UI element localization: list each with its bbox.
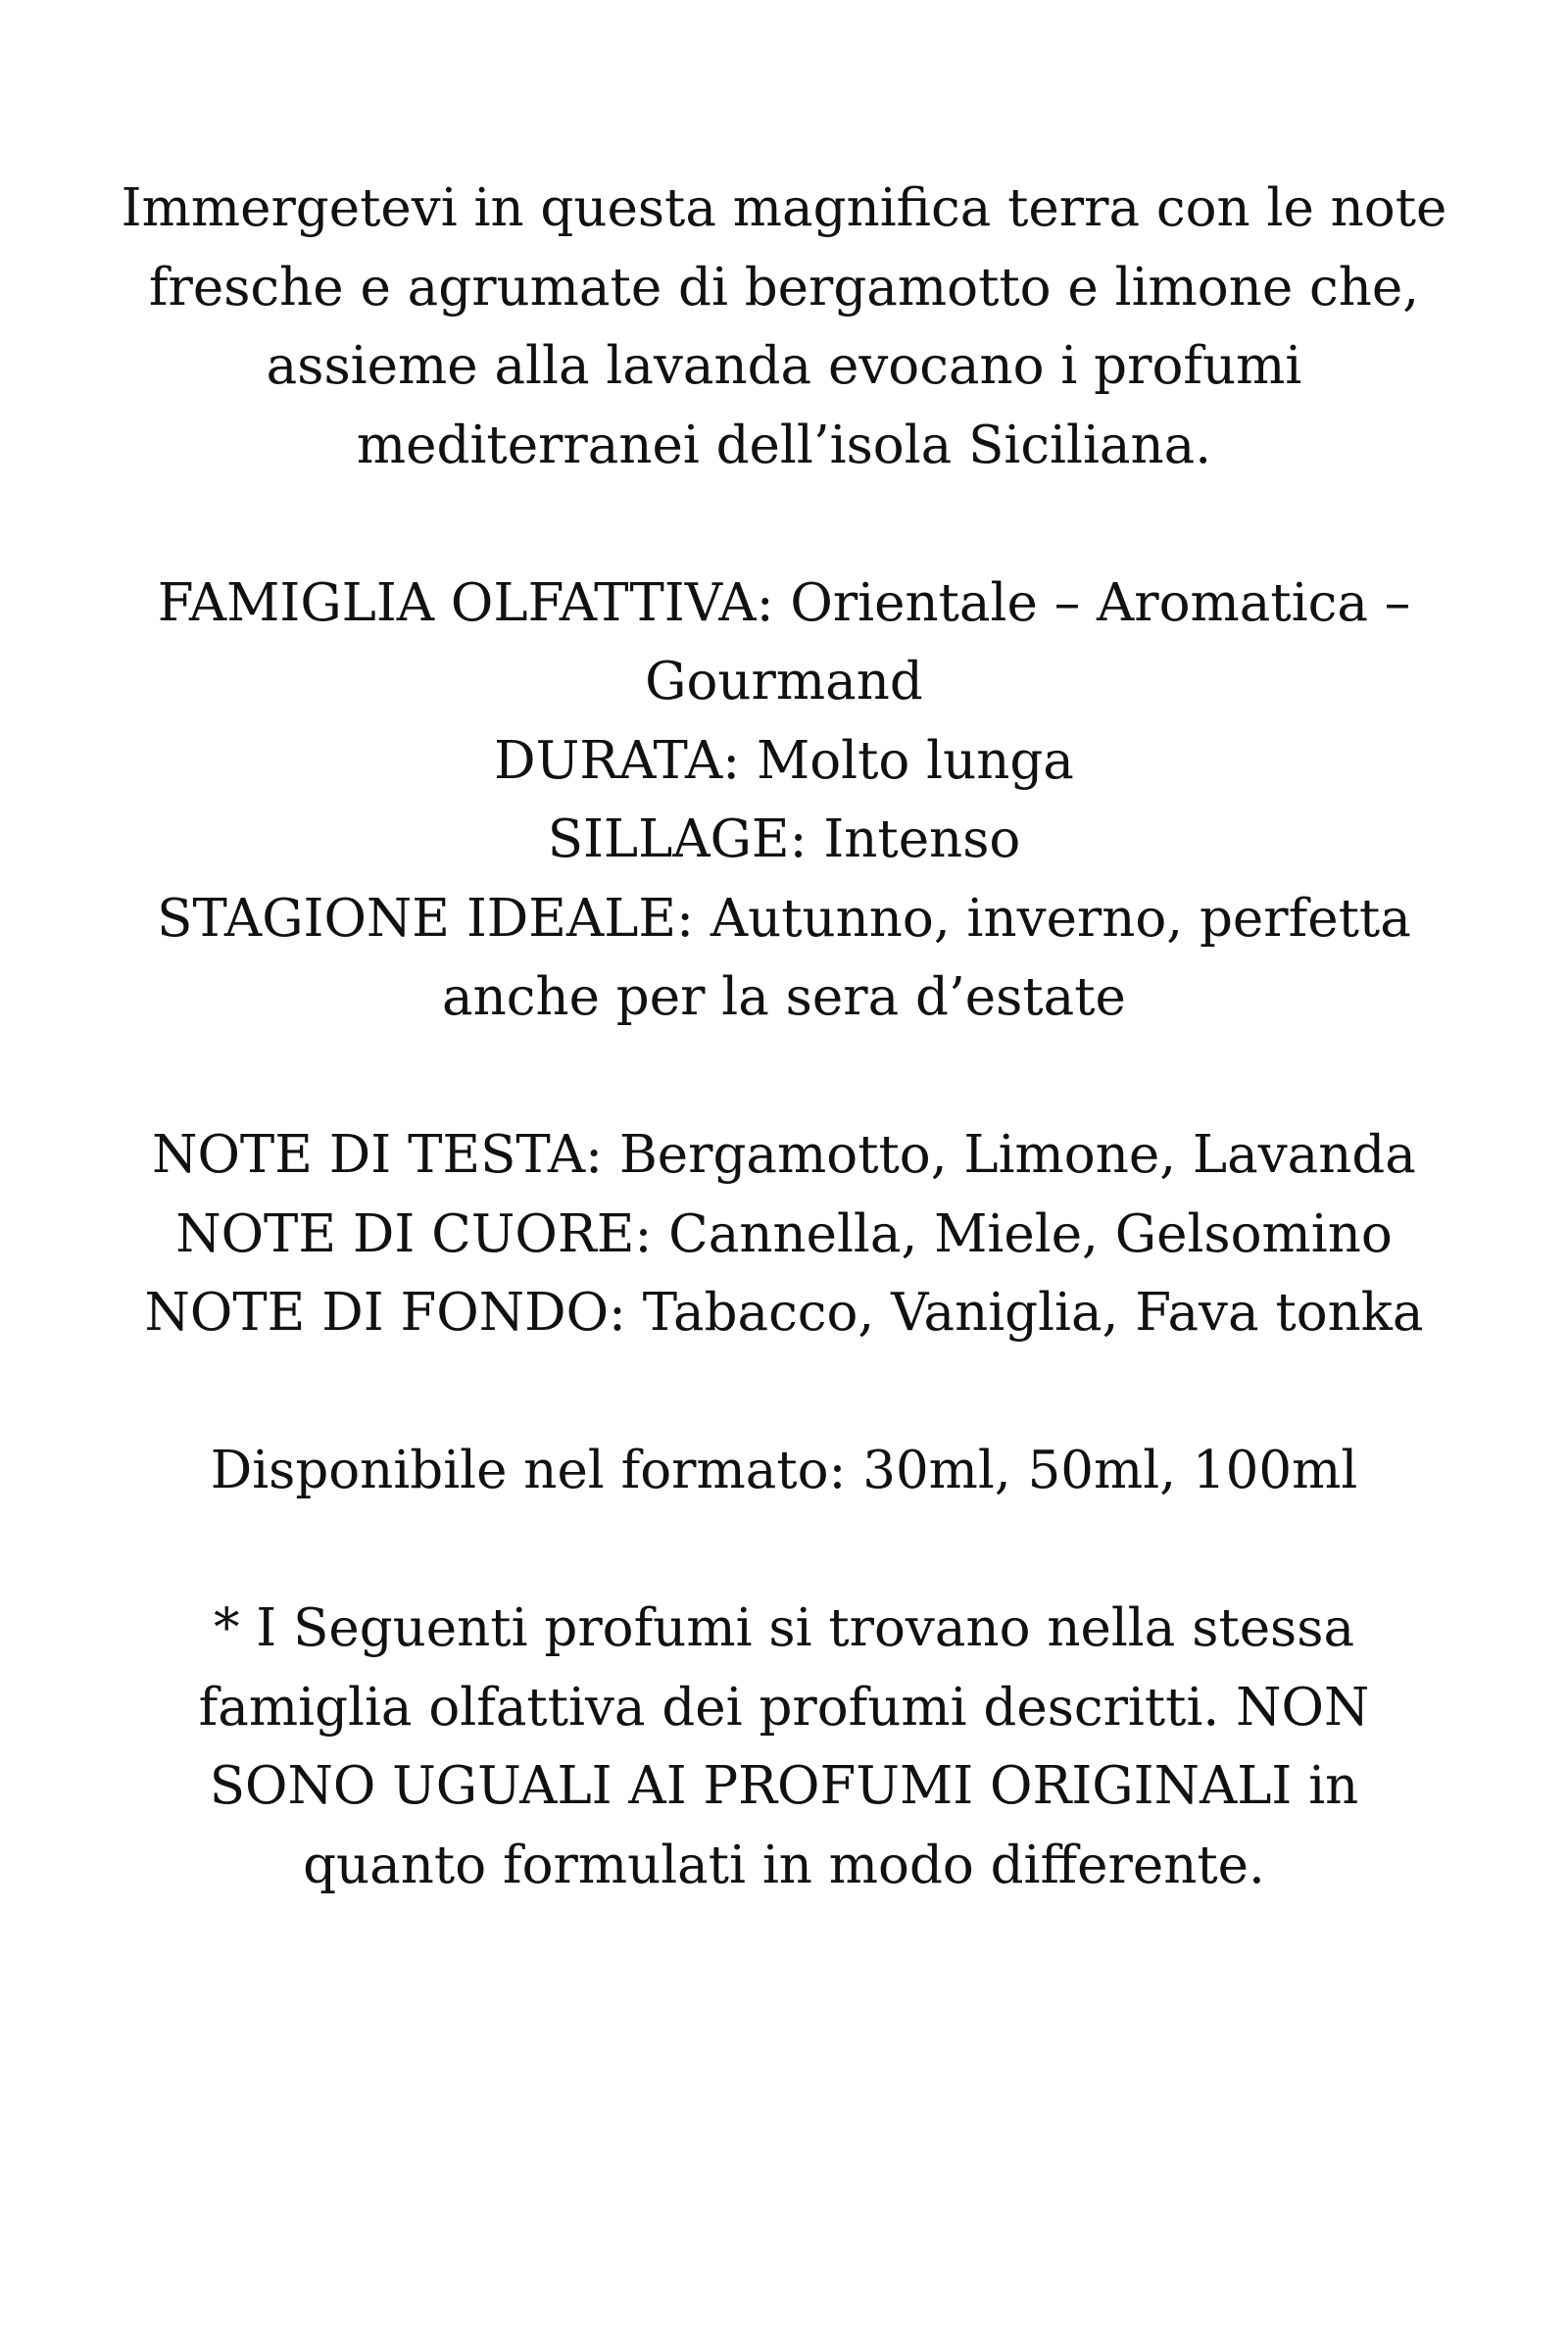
base-notes: NOTE DI FONDO: Tabacco, Vaniglia, Fava tonka <box>144 1283 1424 1343</box>
olfactory-family: FAMIGLIA OLFATTIVA: Orientale – Aromatica – Gourmand <box>157 572 1411 711</box>
notes-block <box>118 1116 1450 1353</box>
duration: DURATA: Molto lunga <box>494 730 1074 791</box>
disclaimer: * I Seguenti profumi si trovano nella stessa famiglia olfattiva dei profumi descritti. NON SONO UGUALI AI PROFUMI ORIGINALI in quanto formulati in modo differente. <box>198 1598 1370 1895</box>
heart-notes: NOTE DI CUORE: Cannella, Miele, Gelsomino <box>175 1203 1393 1264</box>
available-formats: Disponibile nel formato: 30ml, 50ml, 100ml <box>210 1441 1358 1500</box>
sillage: SILLAGE: Intenso <box>547 809 1021 869</box>
top-notes: NOTE DI TESTA: Bergamotto, Limone, Lavanda <box>152 1125 1416 1185</box>
product-description-document <box>118 170 1450 1984</box>
ideal-season: STAGIONE IDEALE: Autunno, inverno, perfetta anche per la sera d’estate <box>157 888 1411 1027</box>
intro-paragraph: Immergetevi in questa magnifica terra con le note fresche e agrumate di bergamotto e limone che, assieme alla lavanda evocano i profumi mediterranei dell’isola Siciliana. <box>121 178 1447 475</box>
characteristics-block <box>118 564 1450 1038</box>
